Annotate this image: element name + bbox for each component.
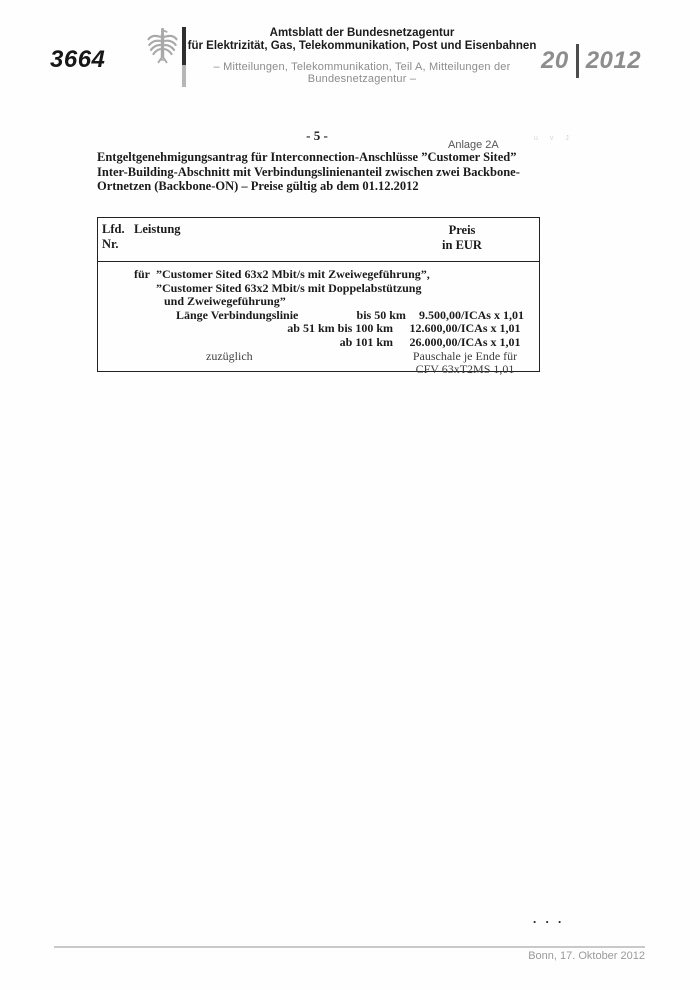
price-table-body — [98, 262, 539, 377]
row-price: Pauschale je Ende für — [412, 348, 518, 363]
row-label: und Zweiwegeführung” — [164, 294, 286, 309]
column-header-preis — [400, 223, 524, 253]
row-label: ”Customer Sited 63x2 Mbit/s mit Doppelabstützung — [156, 280, 422, 295]
document-title — [97, 150, 520, 194]
row-price — [483, 268, 527, 282]
row-price — [409, 295, 527, 309]
row-distance: bis 50 km — [356, 307, 406, 322]
table-row — [98, 350, 539, 364]
faint-stamp-marks: u v J — [534, 135, 574, 142]
row-label: ”Customer Sited 63x2 Mbit/s mit Zweiwegeführung”, — [156, 267, 430, 281]
row-price: 9.500,00/ICAs x 1,01 — [418, 307, 524, 322]
row-distance — [286, 295, 400, 309]
row-price — [478, 282, 527, 296]
table-row — [98, 322, 539, 336]
table-row — [98, 336, 539, 350]
table-row — [98, 282, 539, 296]
federal-eagle-icon — [146, 25, 179, 65]
column-header-leistung: Leistung — [134, 222, 181, 236]
row-label: Länge Verbindungslinie — [176, 307, 299, 322]
document-title-line2: Inter-Building-Abschnitt mit Verbindungslinienanteil zwischen zwei Backbone- — [97, 164, 520, 179]
issue-separator-bar — [576, 44, 579, 78]
table-row — [98, 295, 539, 309]
page-number: - 5 - — [306, 128, 328, 143]
masthead-subtitle: – Mitteilungen, Telekommunikation, Teil A, Mitteilungen der Bundesnetzagentur – — [213, 61, 511, 85]
place-date: Bonn, 17. Oktober 2012 — [528, 950, 645, 962]
price-table-header — [98, 218, 539, 262]
price-table — [97, 217, 540, 377]
row-price: CFV 63xT2MS 1,01 — [415, 362, 515, 377]
issue-badge — [541, 44, 641, 78]
issue-year: 2012 — [585, 47, 642, 74]
table-row — [98, 268, 539, 282]
document-title-line1: Entgeltgenehmigungsantrag für Interconnection-Anschlüsse ”Customer Sited” — [97, 150, 517, 164]
document-title-line3: Ortnetzen (Backbone-ON) – Preise gültig ab dem 01.12.2012 — [97, 179, 419, 194]
issue-number: 20 — [541, 47, 569, 74]
table-row — [98, 363, 539, 377]
row-distance — [273, 350, 393, 364]
row-prefix: für — [134, 267, 150, 281]
row-distance: ab 51 km bis 100 km — [287, 321, 393, 336]
row-price: 12.600,00/ICAs x 1,01 — [409, 321, 521, 336]
column-header-lfd-nr — [102, 222, 125, 252]
row-distance — [430, 268, 473, 282]
annex-label: Anlage 2A — [448, 139, 499, 151]
header-preis: Preis — [448, 223, 476, 237]
table-row — [98, 309, 539, 323]
row-label: zuzüglich — [206, 348, 253, 363]
row-distance — [421, 282, 468, 296]
footer-rule — [54, 946, 645, 948]
continuation-dots: . . . — [533, 911, 565, 926]
row-distance: ab 101 km — [339, 334, 393, 349]
row-price: 26.000,00/ICAs x 1,01 — [409, 334, 521, 349]
masthead-title-line1: Amtsblatt der Bundesnetzagentur — [269, 27, 455, 39]
row-distance — [273, 363, 393, 377]
masthead-title-line2: für Elektrizität, Gas, Telekommunikation, Post und Eisenbahnen — [187, 40, 537, 52]
header-nr: Nr. — [102, 237, 119, 251]
gazette-item-number: 3664 — [50, 46, 106, 73]
header-lfd: Lfd. — [102, 222, 125, 236]
header-in-eur: in EUR — [442, 238, 482, 252]
masthead-title-block — [182, 27, 542, 85]
